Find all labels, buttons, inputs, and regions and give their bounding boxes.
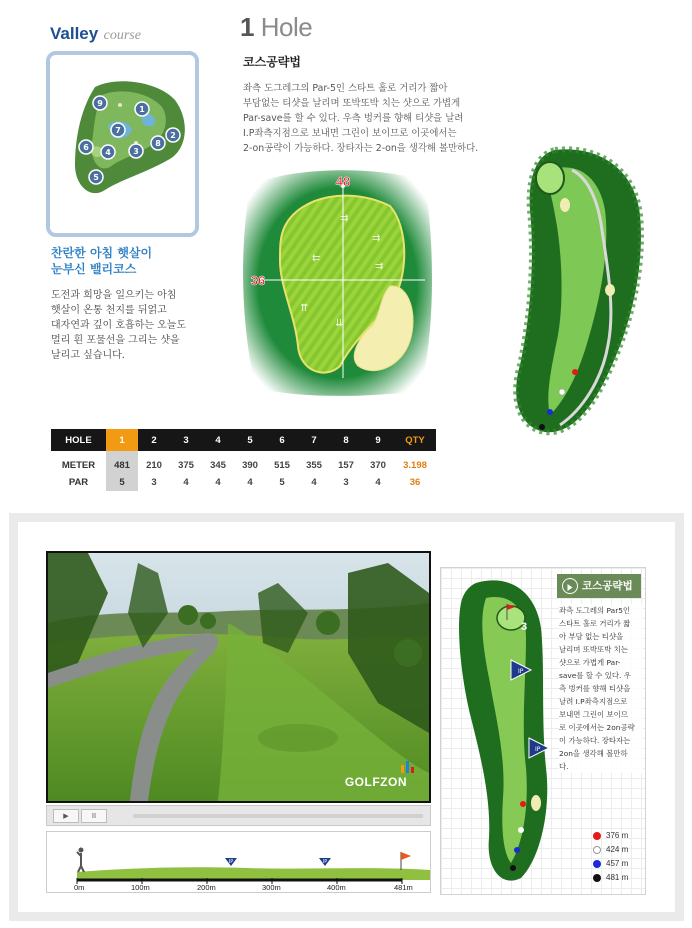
map-hole-4[interactable] (101, 145, 115, 159)
svg-text:⇉: ⇉ (372, 233, 381, 244)
svg-text:2: 2 (170, 131, 176, 140)
guide-line: save를 할 수 있다. 우 (559, 671, 631, 680)
header-cell[interactable]: 3 (170, 429, 202, 451)
distance-label: 481m (394, 883, 413, 892)
legend-label: 457 m (606, 859, 629, 868)
guide-line: 아 부담 없는 티샷을 (559, 632, 624, 641)
legend-label: 376 m (606, 831, 629, 840)
svg-text:5: 5 (93, 173, 99, 182)
video-controls (46, 805, 431, 826)
table-cell: 375 (178, 459, 194, 471)
header-cell: QTY (394, 429, 436, 451)
guide-line: 이 가능하다. 장타자는 (559, 736, 631, 745)
course-overview-map[interactable] (46, 51, 199, 237)
svg-text:⇊: ⇊ (335, 318, 344, 329)
hole-label: Hole (260, 12, 313, 42)
distance-label: 100m (131, 883, 150, 892)
strategy-line: I.P좌측지점으로 보내면 그린이 보이므로 이곳에서는 (243, 128, 457, 139)
legend-item (593, 871, 628, 885)
legend-label: 424 m (606, 845, 629, 854)
header-cell[interactable]: 2 (138, 429, 170, 451)
table-cell: 5 (279, 476, 285, 488)
distance-label: 400m (327, 883, 346, 892)
table-cell: 4 (215, 476, 221, 488)
table-cell: 515 (274, 459, 290, 471)
svg-text:IP: IP (518, 668, 524, 675)
ip-marker-icon (225, 858, 237, 866)
svg-text:8: 8 (155, 139, 161, 148)
svg-text:9: 9 (97, 99, 103, 108)
map-hole-3[interactable] (129, 144, 143, 158)
course-sub: course (103, 28, 141, 43)
strategy-line: Par-save를 할 수 있다. 우측 벙커를 향해 티샷을 날려 (243, 113, 464, 124)
legend-item (593, 829, 628, 843)
description-line: 날리고 싶습니다. (51, 350, 125, 361)
guide-line: 날려 I.P좌측지점으로 (559, 697, 628, 706)
distance-label: 300m (262, 883, 281, 892)
play-circle-icon[interactable] (562, 578, 578, 594)
svg-text:7: 7 (115, 126, 121, 135)
map-hole-2[interactable] (166, 128, 180, 142)
header-cell[interactable]: 6 (266, 429, 298, 451)
table-cell: 3.198 (403, 459, 427, 471)
legend-dot-icon (593, 874, 601, 882)
distance-label: 0m (74, 883, 85, 892)
description-line: 대자연과 깊이 호흡하는 오늘도 (51, 320, 187, 331)
hole-layout-map (500, 140, 650, 440)
golfzon-logo-icon (401, 761, 415, 773)
table-cell: 370 (370, 459, 386, 471)
course-title (50, 24, 141, 44)
description-line: 도전과 희망을 일으키는 아침 (51, 290, 177, 301)
table-cell: 3 (151, 476, 157, 488)
table-cell: 4 (247, 476, 253, 488)
guide-line: 측 벙커를 향해 티샷을 (559, 684, 631, 693)
distance-legend (593, 829, 628, 885)
guide-line: 날리며 또박또박 치는 (559, 645, 628, 654)
table-cell: 5 (106, 473, 138, 491)
strategy-description (243, 81, 503, 156)
guide-line: 다. (559, 762, 569, 771)
svg-text:1: 1 (139, 105, 145, 114)
course-description (51, 288, 201, 363)
golfer-icon (77, 848, 84, 873)
strategy-title: 코스공략법 (243, 55, 301, 69)
description-line: 멀리 흰 포물선을 그리는 샷을 (51, 335, 180, 346)
guide-line: 좌측 도그레의 Par5인 (559, 606, 631, 615)
table-cell: 345 (210, 459, 226, 471)
header-cell[interactable]: 9 (362, 429, 394, 451)
description-line: 햇살이 온통 천지를 뒤얽고 (51, 305, 167, 316)
guide-description (559, 604, 643, 773)
video-seek-bar[interactable] (133, 814, 423, 818)
svg-text:⇉: ⇉ (375, 261, 384, 272)
legend-dot-icon (593, 832, 601, 840)
distance-label: 200m (197, 883, 216, 892)
map-hole-7[interactable] (111, 123, 125, 137)
map-hole-9[interactable] (93, 96, 107, 110)
legend-item (593, 843, 628, 857)
table-cell: 355 (306, 459, 322, 471)
flag-icon (401, 852, 411, 870)
svg-text:IP: IP (322, 859, 328, 865)
ip-marker-icon (319, 858, 331, 866)
svg-text:⇈: ⇈ (300, 303, 309, 314)
table-cell: 36 (409, 476, 421, 488)
hole-number: 1 (240, 12, 254, 42)
elevation-profile (46, 831, 431, 893)
score-table (51, 429, 436, 491)
course-brand: Valley (50, 24, 99, 43)
table-row (51, 473, 436, 491)
map-hole-1[interactable] (135, 102, 149, 116)
header-cell: HOLE (51, 429, 106, 451)
legend-dot-icon (593, 846, 601, 854)
map-hole-6[interactable] (79, 140, 93, 154)
header-cell[interactable]: 8 (330, 429, 362, 451)
flyover-video[interactable] (46, 551, 431, 803)
map-hole-5[interactable] (89, 170, 103, 184)
guide-line: 스타트 홀로 거리가 짧 (559, 619, 631, 628)
hole-heading (240, 12, 312, 43)
slogan-line: 눈부신 밸리코스 (51, 262, 137, 276)
table-cell: 4 (311, 476, 317, 488)
header-cell[interactable]: 7 (298, 429, 330, 451)
guide-line: 보내면 그린이 보이므 (559, 710, 628, 719)
svg-text:⇇: ⇇ (312, 253, 321, 264)
table-cell: METER (61, 459, 96, 471)
course-slogan (51, 245, 152, 277)
guide-line: 로 이곳에서는 2on공략 (559, 723, 635, 732)
svg-text:3: 3 (133, 147, 139, 156)
svg-text:6: 6 (83, 143, 89, 152)
svg-text:⇉: ⇉ (340, 213, 349, 224)
legend-label: 481 m (606, 873, 629, 882)
table-row (51, 451, 436, 473)
header-cell[interactable]: 5 (234, 429, 266, 451)
guide-line: 2on을 생각해 볼만하 (559, 749, 628, 758)
header-cell[interactable]: 4 (202, 429, 234, 451)
strategy-line: 부담없는 티샷을 날리며 또박또박 치는 샷으로 가볍게 (243, 98, 461, 109)
table-cell: 157 (338, 459, 354, 471)
table-cell: 4 (375, 476, 381, 488)
strategy-line: 2-on공략이 가능하다. 장타자는 2-on을 생각해 볼만하다. (243, 143, 479, 154)
pause-button[interactable]: II (81, 809, 107, 823)
golfzon-logo: GOLFZON (344, 775, 407, 789)
legend-item (593, 857, 628, 871)
guide-hole-number: 3 (521, 621, 528, 633)
header-cell-selected[interactable]: 1 (106, 429, 138, 451)
svg-text:IP: IP (535, 746, 541, 753)
table-cell: 481 (106, 451, 138, 473)
legend-dot-icon (593, 860, 601, 868)
green-diagram (240, 166, 435, 396)
table-cell: 390 (242, 459, 258, 471)
play-button[interactable]: ▶ (53, 809, 79, 823)
map-hole-8[interactable] (151, 136, 165, 150)
strategy-line: 좌측 도그레그의 Par-5인 스타트 홀로 거리가 짧아 (243, 83, 448, 94)
svg-text:4: 4 (105, 148, 111, 157)
guide-title: 코스공략법 (557, 574, 641, 598)
green-width-label: 36 (250, 273, 266, 288)
table-cell: 3 (343, 476, 349, 488)
table-cell: 4 (183, 476, 189, 488)
table-cell: PAR (68, 476, 89, 488)
green-depth-label: 48 (335, 174, 351, 189)
svg-text:IP: IP (228, 859, 234, 865)
guide-line: 샷으로 가볍게 Par- (559, 658, 621, 667)
table-header-row (51, 429, 436, 451)
slogan-line: 찬란한 아침 햇살이 (51, 246, 153, 260)
table-cell: 210 (146, 459, 162, 471)
